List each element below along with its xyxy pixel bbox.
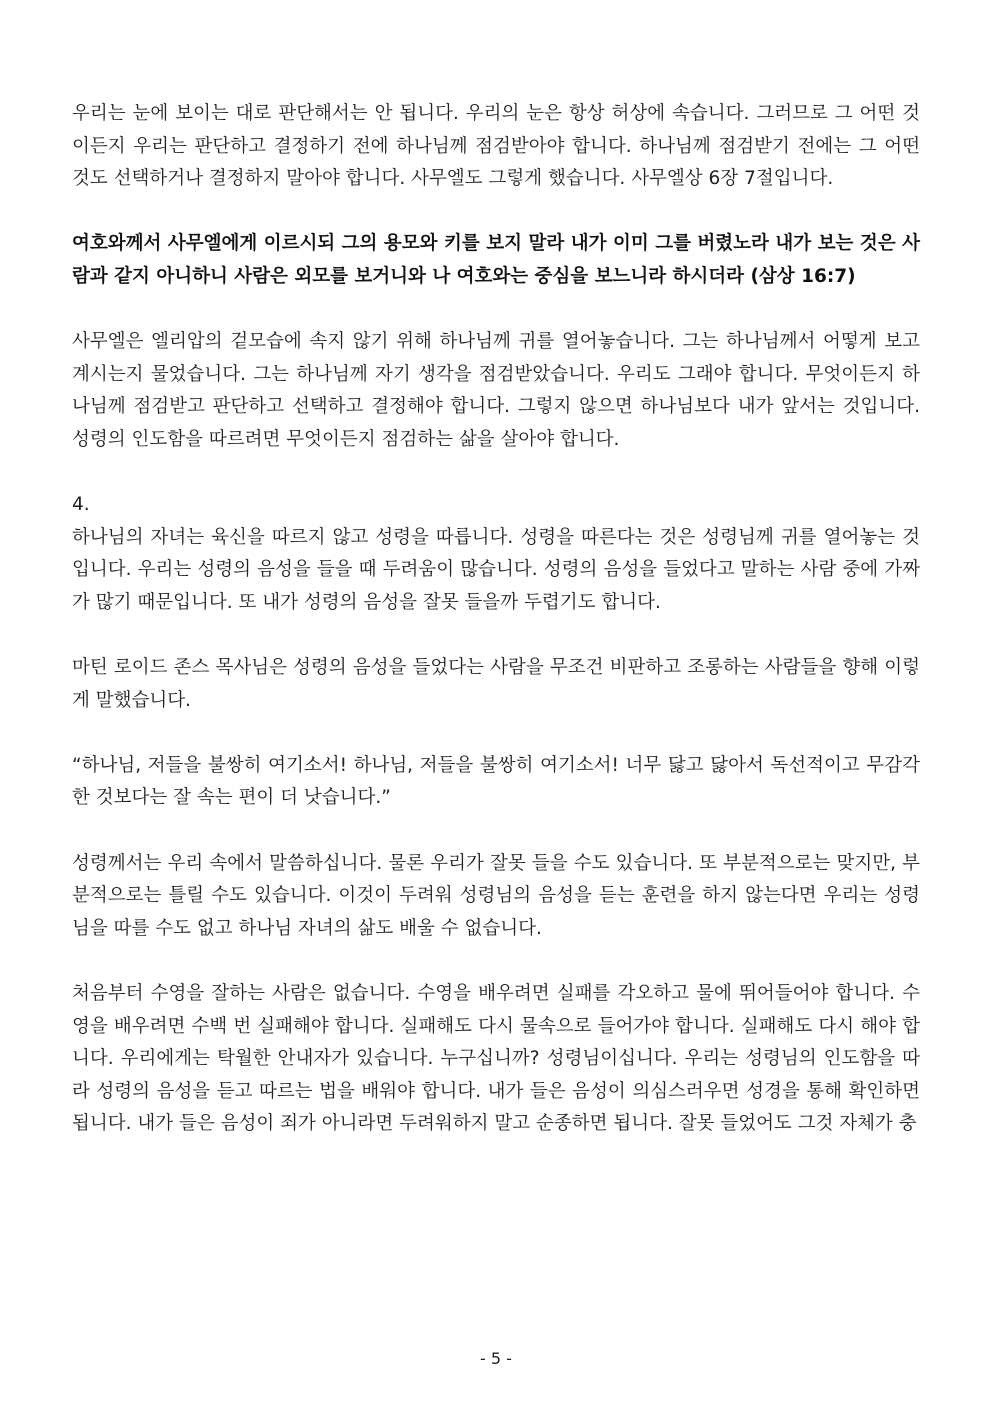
paragraph-holy-spirit: 성령께서는 우리 속에서 말씀하십니다. 물론 우리가 잘못 들을 수도 있습니다. 또 부분적으로는 맞지만, 부분적으로는 틀릴 수도 있습니다. 이것이 두려워 성령님의 음성을 듣는 훈련을 하지 않는다면 우리는 성령님을 따를 수도 없고 하나님 자녀의 삶도 배울 수 없습니다. bbox=[72, 852, 920, 939]
scripture-quote: 여호와께서 사무엘에게 이르시되 그의 용모와 키를 보지 말라 내가 이미 그를 버렸노라 내가 보는 것은 사람과 같지 아니하니 사람은 외모를 보거니와 나 여호와는 중심을 보느니라 하시더라 (삼상 16:7) bbox=[72, 233, 920, 287]
paragraph-gap bbox=[72, 815, 920, 848]
paragraph-gap bbox=[72, 945, 920, 978]
document-body bbox=[72, 98, 920, 1141]
paragraph-gap bbox=[72, 294, 920, 327]
paragraph-judgment: 우리는 눈에 보이는 대로 판단해서는 안 됩니다. 우리의 눈은 항상 허상에 속습니다. 그러므로 그 어떤 것이든지 우리는 판단하고 결정하기 전에 하나님께 점검받아야 합니다. 하나님께 점검받기 전에는 그 어떤 것도 선택하거나 결정하지 말아야 합니다. 사무엘도 그렇게 했습니다. 사무엘상 6장 7절입니다. bbox=[72, 103, 920, 190]
quotation: “하나님, 저들을 불쌍히 여기소서! 하나님, 저들을 불쌍히 여기소서! 너무 닳고 닳아서 독선적이고 무감각한 것보다는 잘 속는 편이 더 낫습니다.” bbox=[72, 754, 920, 809]
paragraph-samuel: 사무엘은 엘리압의 겉모습에 속지 않기 위해 하나님께 귀를 열어놓습니다. 그는 하나님께서 어떻게 보고 계시는지 물었습니다. 그는 하나님께 자기 생각을 점검받았습니다. 우리도 그래야 합니다. 무엇이든지 하나님께 점검받고 판단하고 선택하고 결정해야 합니다. 그렇지 않으면 하나님보다 내가 앞서는 것입니다. 성령의 인도함을 따르려면 무엇이든지 점검하는 삶을 살아야 합니다. bbox=[72, 331, 920, 450]
paragraph-gap bbox=[72, 717, 920, 750]
paragraph-swimming: 처음부터 수영을 잘하는 사람은 없습니다. 수영을 배우려면 실패를 각오하고 물에 뛰어들어야 합니다. 수영을 배우려면 수백 번 실패해야 합니다. 실패해도 다시 물속으로 들어가야 합니다. 실패해도 다시 해야 합니다. 우리에게는 탁월한 안내자가 있습니다. 누구십니까? 성령님이십니다. 우리는 성령님의 인도함을 따라 성령의 음성을 듣고 따르는 법을 배워야 합니다. 내가 들은 음성이 의심스러우면 성경을 통해 확인하면 됩니다. 내가 들은 음성이 죄가 아니라면 두려워하지 말고 순종하면 됩니다. 잘못 들었어도 그것 자체가 충 bbox=[72, 983, 920, 1135]
page-number: - 5 - bbox=[480, 1349, 512, 1368]
paragraph-gap bbox=[72, 196, 920, 229]
paragraph-gap bbox=[72, 457, 920, 490]
paragraph-lloyd-jones: 마틴 로이드 존스 목사님은 성령의 음성을 들었다는 사람을 무조건 비판하고 조롱하는 사람들을 향해 이렇게 말했습니다. bbox=[72, 657, 920, 711]
paragraph-children-of-god: 하나님의 자녀는 육신을 따르지 않고 성령을 따릅니다. 성령을 따른다는 것은 성령님께 귀를 열어놓는 것입니다. 우리는 성령의 음성을 들을 때 두려움이 많습니다. 성령의 음성을 들었다고 말하는 사람 중에 가짜가 많기 때문입니다. 또 내가 성령의 음성을 잘못 들을까 두렵기도 합니다. bbox=[72, 526, 920, 613]
section-number: 4. bbox=[72, 494, 90, 516]
paragraph-gap bbox=[72, 620, 920, 653]
